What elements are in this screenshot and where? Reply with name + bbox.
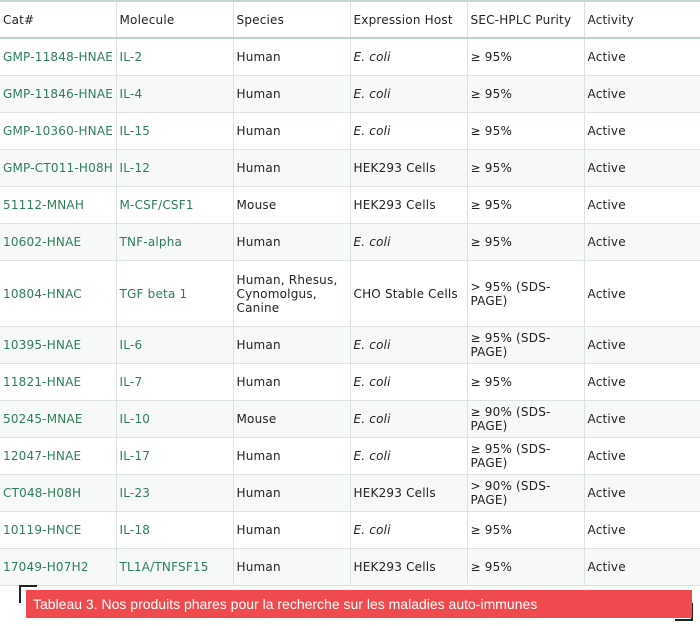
molecule-link[interactable]: IL-15 [116, 113, 233, 150]
table-row [0, 38, 700, 76]
header-molecule[interactable]: Molecule [116, 2, 233, 38]
activity-cell: Active [584, 549, 700, 586]
cat-number-link[interactable]: 12047-HNAE [0, 438, 116, 475]
cat-number-link[interactable]: GMP-CT011-H08H [0, 150, 116, 187]
expression-host-cell: E. coli [350, 512, 467, 549]
molecule-link[interactable]: TL1A/TNFSF15 [116, 549, 233, 586]
purity-cell: ≥ 95% [467, 512, 584, 549]
activity-cell: Active [584, 438, 700, 475]
species-cell: Human [233, 150, 350, 187]
purity-cell: > 90% (SDS-PAGE) [467, 475, 584, 512]
purity-cell: ≥ 95% [467, 113, 584, 150]
cat-number-link[interactable]: 10804-HNAC [0, 261, 116, 327]
activity-cell: Active [584, 150, 700, 187]
activity-cell: Active [584, 364, 700, 401]
cat-number-link[interactable]: CT048-H08H [0, 475, 116, 512]
expression-host-cell: E. coli [350, 327, 467, 364]
species-cell: Human [233, 38, 350, 76]
activity-cell: Active [584, 475, 700, 512]
molecule-link[interactable]: IL-23 [116, 475, 233, 512]
table-row [0, 76, 700, 113]
molecule-link[interactable]: IL-10 [116, 401, 233, 438]
purity-cell: ≥ 95% (SDS-PAGE) [467, 438, 584, 475]
expression-host-cell: CHO Stable Cells [350, 261, 467, 327]
species-cell: Mouse [233, 187, 350, 224]
table-row [0, 475, 700, 512]
cat-number-link[interactable]: 10119-HNCE [0, 512, 116, 549]
header-activity[interactable]: Activity [584, 2, 700, 38]
table-row [0, 364, 700, 401]
expression-host-cell: E. coli [350, 38, 467, 76]
expression-host-cell: E. coli [350, 76, 467, 113]
purity-cell: ≥ 95% [467, 76, 584, 113]
purity-cell: ≥ 95% [467, 224, 584, 261]
species-cell: Human [233, 327, 350, 364]
molecule-link[interactable]: IL-4 [116, 76, 233, 113]
species-cell: Human [233, 475, 350, 512]
purity-cell: ≥ 95% [467, 549, 584, 586]
header-purity[interactable]: SEC-HPLC Purity [467, 2, 584, 38]
species-cell: Human [233, 438, 350, 475]
table-row [0, 187, 700, 224]
header-row [0, 2, 700, 38]
purity-cell: ≥ 90% (SDS-PAGE) [467, 401, 584, 438]
cat-number-link[interactable]: 11821-HNAE [0, 364, 116, 401]
purity-cell: ≥ 95% [467, 364, 584, 401]
molecule-link[interactable]: IL-12 [116, 150, 233, 187]
activity-cell: Active [584, 224, 700, 261]
species-cell: Human [233, 364, 350, 401]
expression-host-cell: E. coli [350, 364, 467, 401]
molecule-link[interactable]: IL-17 [116, 438, 233, 475]
expression-host-cell: E. coli [350, 438, 467, 475]
expression-host-cell: E. coli [350, 113, 467, 150]
purity-cell: > 95% (SDS-PAGE) [467, 261, 584, 327]
table-row [0, 512, 700, 549]
cat-number-link[interactable]: 50245-MNAE [0, 401, 116, 438]
table-body [0, 38, 700, 586]
table-row [0, 261, 700, 327]
species-cell: Human [233, 224, 350, 261]
molecule-link[interactable]: IL-6 [116, 327, 233, 364]
expression-host-cell: HEK293 Cells [350, 475, 467, 512]
expression-host-cell: HEK293 Cells [350, 150, 467, 187]
activity-cell: Active [584, 261, 700, 327]
activity-cell: Active [584, 327, 700, 364]
cat-number-link[interactable]: GMP-11846-HNAE [0, 76, 116, 113]
molecule-link[interactable]: IL-7 [116, 364, 233, 401]
table-header [0, 2, 700, 38]
activity-cell: Active [584, 76, 700, 113]
table-row [0, 549, 700, 586]
molecule-link[interactable]: TGF beta 1 [116, 261, 233, 327]
cat-number-link[interactable]: GMP-10360-HNAE [0, 113, 116, 150]
molecule-link[interactable]: IL-18 [116, 512, 233, 549]
expression-host-cell: HEK293 Cells [350, 549, 467, 586]
table-row [0, 401, 700, 438]
table-row [0, 113, 700, 150]
species-cell: Human [233, 549, 350, 586]
molecule-link[interactable]: M-CSF/CSF1 [116, 187, 233, 224]
cat-number-link[interactable]: GMP-11848-HNAE [0, 38, 116, 76]
species-cell: Human [233, 512, 350, 549]
expression-host-cell: HEK293 Cells [350, 187, 467, 224]
table-caption: Tableau 3. Nos produits phares pour la recherche sur les maladies auto-immunes [26, 590, 692, 618]
header-cat[interactable]: Cat# [0, 2, 116, 38]
expression-host-cell: E. coli [350, 401, 467, 438]
product-table [0, 2, 700, 586]
table-row [0, 327, 700, 364]
cat-number-link[interactable]: 51112-MNAH [0, 187, 116, 224]
activity-cell: Active [584, 113, 700, 150]
table-row [0, 438, 700, 475]
table-row [0, 224, 700, 261]
header-species[interactable]: Species [233, 2, 350, 38]
activity-cell: Active [584, 401, 700, 438]
purity-cell: ≥ 95% (SDS-PAGE) [467, 327, 584, 364]
species-cell: Human [233, 76, 350, 113]
activity-cell: Active [584, 38, 700, 76]
header-expression-host[interactable]: Expression Host [350, 2, 467, 38]
molecule-link[interactable]: IL-2 [116, 38, 233, 76]
activity-cell: Active [584, 187, 700, 224]
cat-number-link[interactable]: 10602-HNAE [0, 224, 116, 261]
cat-number-link[interactable]: 10395-HNAE [0, 327, 116, 364]
molecule-link[interactable]: TNF-alpha [116, 224, 233, 261]
species-cell: Mouse [233, 401, 350, 438]
activity-cell: Active [584, 512, 700, 549]
cat-number-link[interactable]: 17049-H07H2 [0, 549, 116, 586]
purity-cell: ≥ 95% [467, 38, 584, 76]
expression-host-cell: E. coli [350, 224, 467, 261]
species-cell: Human [233, 113, 350, 150]
purity-cell: ≥ 95% [467, 187, 584, 224]
species-cell: Human, Rhesus, Cynomolgus, Canine [233, 261, 350, 327]
table-row [0, 150, 700, 187]
purity-cell: ≥ 95% [467, 150, 584, 187]
